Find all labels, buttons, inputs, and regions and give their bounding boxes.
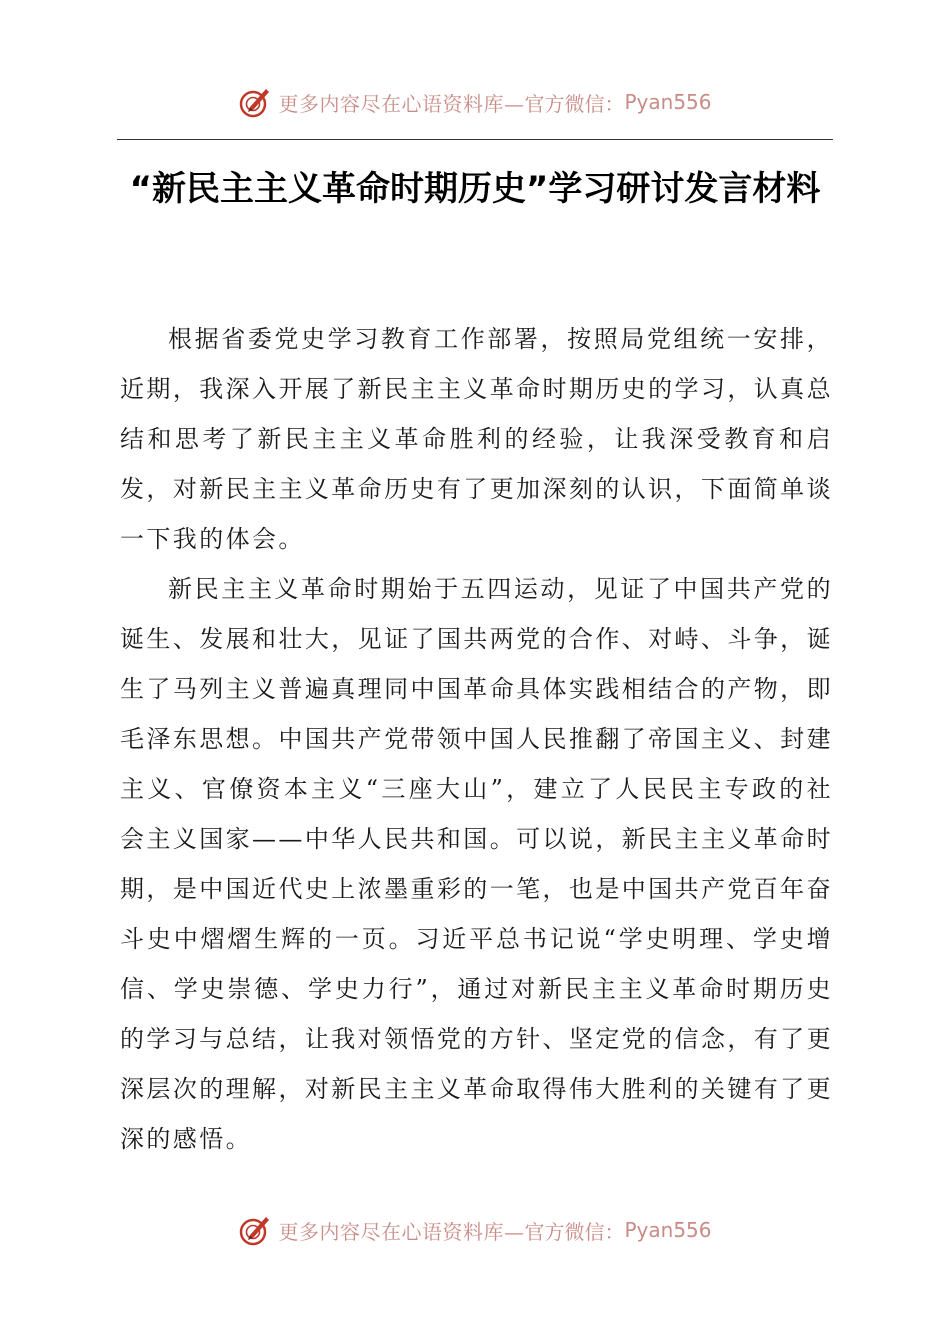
document-title: “新民主主义革命时期历史”学习研讨发言材料 [129, 169, 821, 209]
paragraph: 根据省委党史学习教育工作部署，按照局党组统一安排，近期，我深入开展了新民主主义革命时期历史的学习，认真总结和思考了新民主主义革命胜利的经验，让我深受教育和启发，对新民主主义革命历史有了更加深刻的认识，下面简单谈一下我的体会。 [120, 325, 833, 553]
pen-logo-icon [238, 1213, 272, 1247]
banner-wechat-id: Pyan556 [624, 1218, 712, 1242]
header-banner [0, 82, 950, 122]
banner-text: 更多内容尽在心语资料库— [278, 1219, 525, 1244]
footer-banner [0, 1210, 950, 1250]
banner-text: 更多内容尽在心语资料库— [278, 91, 525, 116]
banner-wechat-label: 官方微信： [524, 1219, 625, 1244]
pen-logo-icon [238, 85, 272, 119]
header-divider [117, 139, 833, 140]
document-body [120, 314, 833, 1164]
banner-wechat-id: Pyan556 [624, 90, 712, 114]
paragraph: 新民主主义革命时期始于五四运动，见证了中国共产党的诞生、发展和壮大，见证了国共两党的合作、对峙、斗争，诞生了马列主义普遍真理同中国革命具体实践相结合的产物，即毛泽东思想。中国共产党带领中国人民推翻了帝国主义、封建主义、官僚资本主义“三座大山”，建立了人民民主专政的社会主义国家——中华人民共和国。可以说，新民主主义革命时期，是中国近代史上浓墨重彩的一笔，也是中国共产党百年奋斗史中熠熠生辉的一页。习近平总书记说“学史明理、学史增信、学史崇德、学史力行”，通过对新民主主义革命时期历史的学习与总结，让我对领悟党的方针、坚定党的信念，有了更深层次的理解，对新民主主义革命取得伟大胜利的关键有了更深的感悟。 [120, 575, 833, 1153]
banner-wechat-label: 官方微信： [524, 91, 625, 116]
